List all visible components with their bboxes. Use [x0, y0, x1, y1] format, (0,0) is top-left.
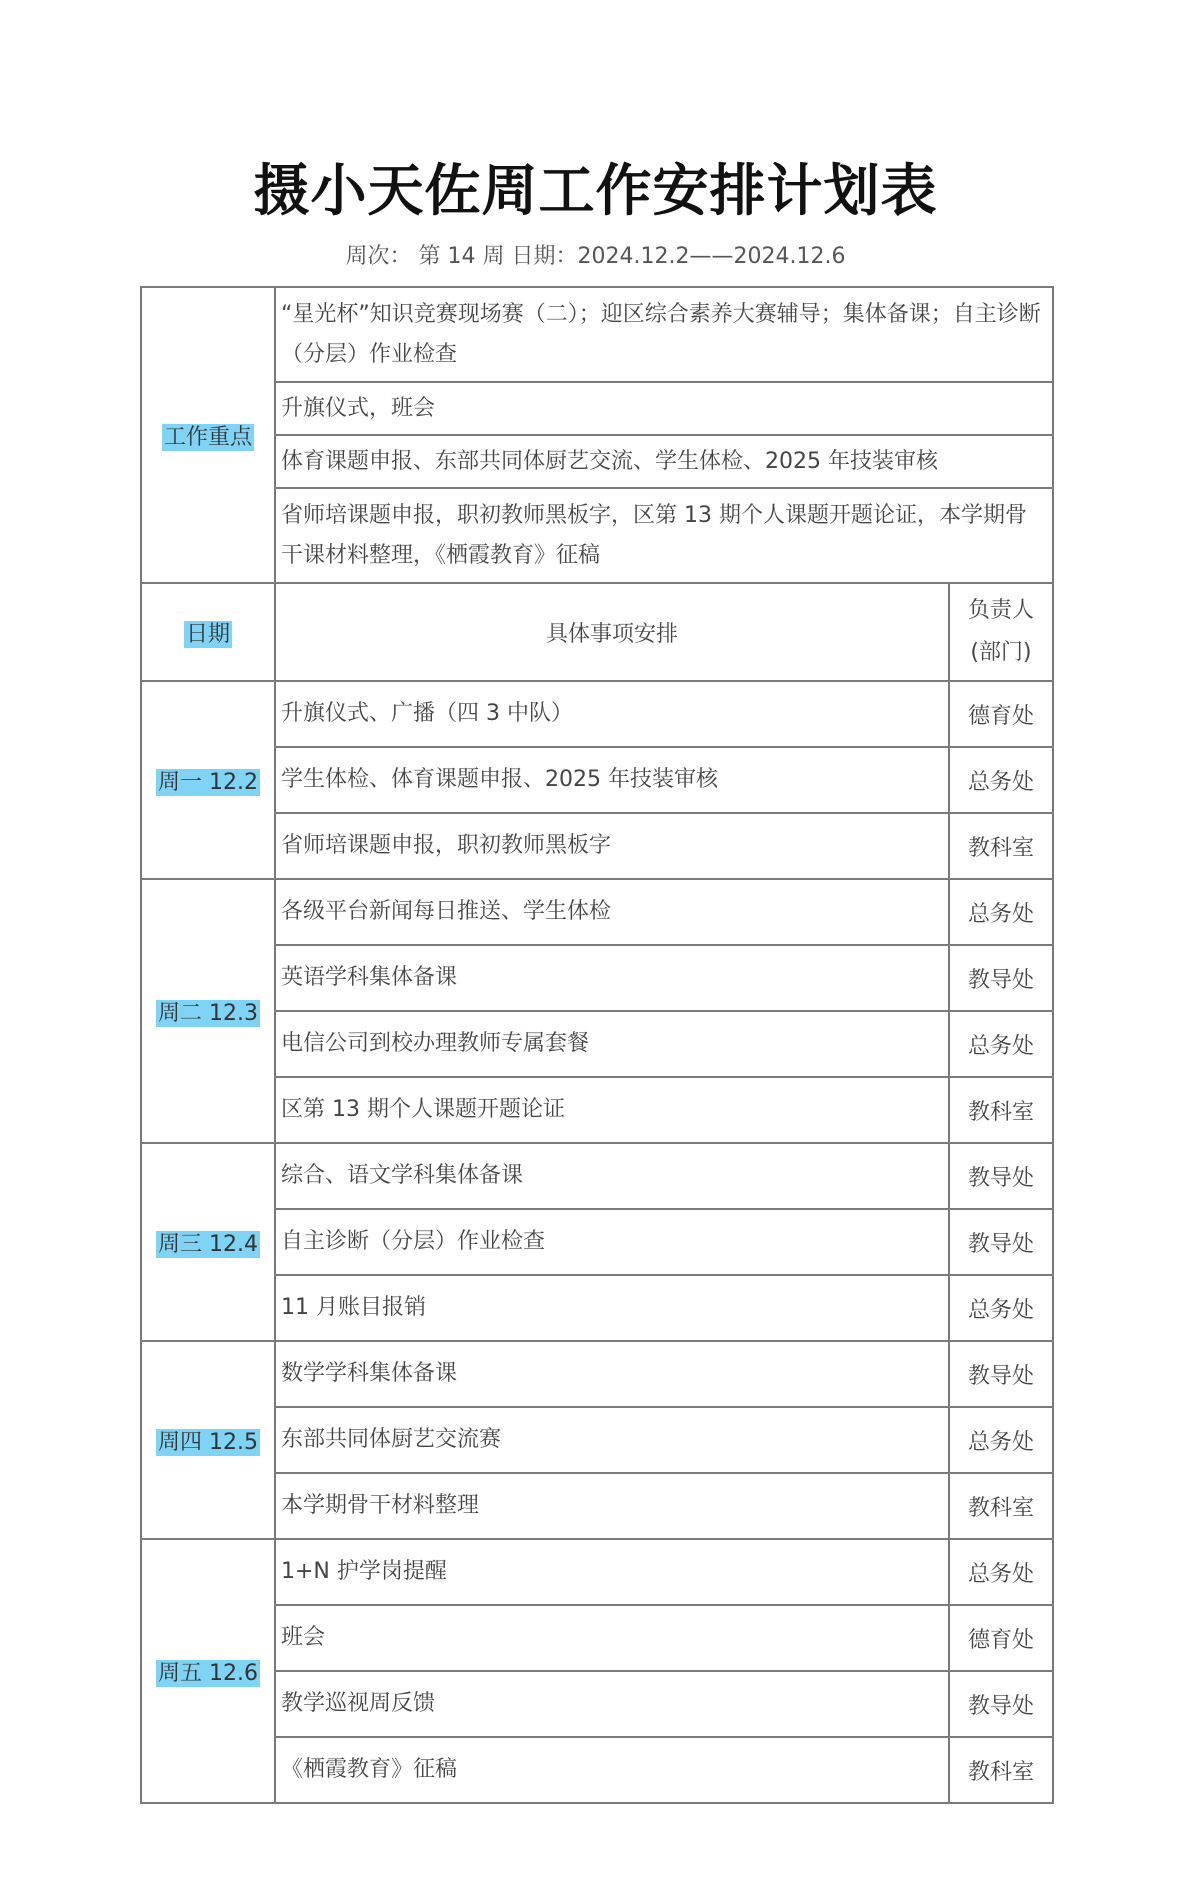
owner-cell: 教科室 [949, 1737, 1053, 1803]
owner-cell: 教导处 [949, 1671, 1053, 1737]
table-row [141, 1407, 1053, 1473]
header-date-cell [141, 583, 275, 681]
owner-cell: 德育处 [949, 1605, 1053, 1671]
owner-cell: 总务处 [949, 1407, 1053, 1473]
owner-cell: 教科室 [949, 813, 1053, 879]
day-label: 周一 12.2 [158, 769, 258, 795]
header-owner-line2: (部门) [970, 640, 1032, 665]
task-cell: 电信公司到校办理教师专属套餐 [275, 1011, 949, 1077]
owner-cell: 教导处 [949, 1143, 1053, 1209]
header-owner [949, 583, 1053, 681]
day-label-cell [141, 1341, 275, 1539]
table-row [141, 1341, 1053, 1407]
header-owner-line1: 负责人 [967, 598, 1034, 623]
owner-cell: 总务处 [949, 879, 1053, 945]
task-cell: 各级平台新闻每日推送、学生体检 [275, 879, 949, 945]
focus-row [141, 382, 1053, 435]
header-date: 日期 [185, 621, 230, 647]
table-row [141, 1077, 1053, 1143]
focus-row [141, 435, 1053, 488]
table-row [141, 1011, 1053, 1077]
table-row [141, 879, 1053, 945]
column-header-row [141, 583, 1053, 681]
owner-cell: 总务处 [949, 1011, 1053, 1077]
task-cell: 班会 [275, 1605, 949, 1671]
owner-cell: 教导处 [949, 1341, 1053, 1407]
table-row [141, 1737, 1053, 1803]
focus-item: 体育课题申报、东部共同体厨艺交流、学生体检、2025 年技装审核 [275, 435, 1053, 488]
task-cell: 数学学科集体备课 [275, 1341, 949, 1407]
task-cell: 升旗仪式、广播（四 3 中队） [275, 681, 949, 747]
task-cell: 《栖霞教育》征稿 [275, 1737, 949, 1803]
table-row [141, 1209, 1053, 1275]
owner-cell: 教导处 [949, 1209, 1053, 1275]
owner-cell: 教导处 [949, 945, 1053, 1011]
header-tasks: 具体事项安排 [275, 583, 949, 681]
focus-row [141, 488, 1053, 583]
focus-item: “星光杯”知识竞赛现场赛（二）；迎区综合素养大赛辅导；集体备课；自主诊断（分层）作业检查 [275, 287, 1053, 382]
table-row [141, 1605, 1053, 1671]
day-label: 周三 12.4 [158, 1231, 258, 1257]
table-row [141, 1275, 1053, 1341]
day-label-cell [141, 1143, 275, 1341]
owner-cell: 德育处 [949, 681, 1053, 747]
task-cell: 11 月账目报销 [275, 1275, 949, 1341]
table-row [141, 747, 1053, 813]
page-title: 摄小天佐周工作安排计划表 [253, 159, 938, 224]
table-row [141, 681, 1053, 747]
day-label-cell [141, 879, 275, 1143]
day-label-cell [141, 681, 275, 879]
task-cell: 东部共同体厨艺交流赛 [275, 1407, 949, 1473]
focus-label: 工作重点 [163, 424, 252, 450]
task-cell: 自主诊断（分层）作业检查 [275, 1209, 949, 1275]
owner-cell: 教科室 [949, 1473, 1053, 1539]
day-label: 周四 12.5 [158, 1429, 258, 1455]
table-row [141, 1473, 1053, 1539]
task-cell: 本学期骨干材料整理 [275, 1473, 949, 1539]
table-row [141, 813, 1053, 879]
owner-cell: 总务处 [949, 747, 1053, 813]
task-cell: 综合、语文学科集体备课 [275, 1143, 949, 1209]
week-date-line: 周次： 第 14 周 日期：2024.12.2——2024.12.6 [345, 244, 846, 269]
task-cell: 学生体检、体育课题申报、2025 年技装审核 [275, 747, 949, 813]
table-row [141, 1143, 1053, 1209]
focus-item: 升旗仪式，班会 [275, 382, 1053, 435]
day-label: 周二 12.3 [158, 1000, 258, 1026]
day-label: 周五 12.6 [158, 1660, 258, 1686]
table-row [141, 1671, 1053, 1737]
focus-item: 省师培课题申报，职初教师黑板字，区第 13 期个人课题开题论证，本学期骨干课材料整理，《栖霞教育》征稿 [275, 488, 1053, 583]
weekly-plan-table [140, 286, 1054, 1804]
day-label-cell [141, 1539, 275, 1803]
task-cell: 教学巡视周反馈 [275, 1671, 949, 1737]
table-row [141, 1539, 1053, 1605]
task-cell: 英语学科集体备课 [275, 945, 949, 1011]
task-cell: 省师培课题申报，职初教师黑板字 [275, 813, 949, 879]
owner-cell: 总务处 [949, 1539, 1053, 1605]
table-row [141, 945, 1053, 1011]
owner-cell: 总务处 [949, 1275, 1053, 1341]
task-cell: 1+N 护学岗提醒 [275, 1539, 949, 1605]
focus-row [141, 287, 1053, 382]
task-cell: 区第 13 期个人课题开题论证 [275, 1077, 949, 1143]
focus-label-cell [141, 287, 275, 583]
owner-cell: 教科室 [949, 1077, 1053, 1143]
